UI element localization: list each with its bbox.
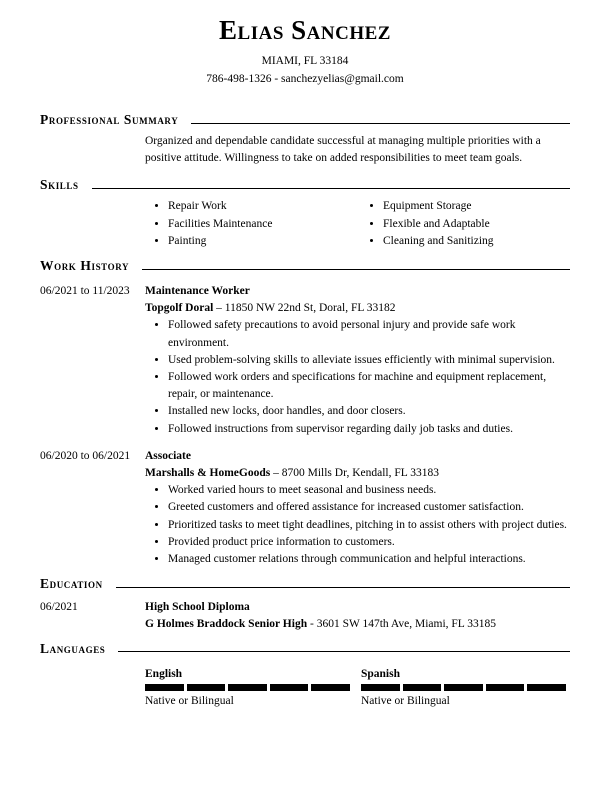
language-bar-segment [145,684,184,691]
languages-list [145,667,570,708]
section-rule [191,123,570,124]
education-entry [40,599,570,633]
language-level-bar [145,684,350,691]
section-heading-education [40,576,570,591]
job-company-separator: – [216,302,222,315]
job-bullet: • Greeted customers and offered assistance for increased customer satisfaction. [168,499,570,516]
skill-item: • Equipment Storage [383,198,570,215]
job-bullet: • Followed instructions from supervisor regarding daily job tasks and duties. [168,421,570,438]
language-level-label: Native or Bilingual [145,694,234,707]
section-professional-summary [40,112,570,167]
resume-header [40,17,570,86]
language-bar-segment [527,684,566,691]
job-dates: 06/2020 to 06/2021 [40,449,131,462]
section-title-skills: Skills [40,177,79,193]
skill-item: • Painting [168,233,360,250]
language-name: English [145,667,183,680]
job-address: 11850 NW 22nd St, Doral, FL 33182 [224,302,396,315]
education-school-line [145,616,570,633]
section-rule [116,587,570,588]
section-rule [118,651,570,652]
job-address: 8700 Mills Dr, Kendall, FL 33183 [281,467,439,480]
education-details [145,599,570,633]
skills-column-1 [145,198,360,250]
language-bar-segment [444,684,483,691]
candidate-location: MIAMI, FL 33184 [261,55,349,67]
job-bullet: • Used problem-solving skills to alleviate issues efficiently with minimal supervision. [168,352,570,369]
job-title: Associate [145,449,191,462]
job-bullet: • Followed safety precautions to avoid personal injury and provide safe work environment. [168,317,570,351]
section-title-work-history: Work History [40,258,130,274]
section-education [40,576,570,633]
language-bar-segment [311,684,350,691]
skills-list [145,198,570,250]
section-heading-work-history [40,258,570,273]
job-bullet: • Installed new locks, door handles, and door closers. [168,403,570,420]
candidate-contact: 786-498-1326 - sanchezyelias@gmail.com [206,73,404,85]
language-bar-segment [270,684,309,691]
skill-item: • Facilities Maintenance [168,216,360,233]
language-bar-segment [187,684,226,691]
education-degree: High School Diploma [145,601,250,614]
section-skills [40,177,570,250]
job-entry [40,448,570,568]
education-date: 06/2021 [40,601,78,614]
job-dates: 06/2021 to 11/2023 [40,285,130,298]
job-company-line [145,300,570,317]
job-bullet-list [145,482,570,568]
education-address: 3601 SW 147th Ave, Miami, FL 33185 [316,618,497,631]
skill-item: • Repair Work [168,198,360,215]
section-heading-languages [40,641,570,656]
summary-text: Organized and dependable candidate successful at managing multiple priorities with a positive attitude. Willingness to take on added responsibilities to meet team goals. [145,135,541,165]
job-company: Topgolf Doral [145,302,214,315]
job-entry [40,283,570,438]
job-bullet: • Followed work orders and specifications for machine and equipment replacement, repair, or maintenance. [168,369,570,403]
job-company: Marshalls & HomeGoods [145,467,271,480]
job-title: Maintenance Worker [145,285,250,298]
candidate-name: Elias Sanchez [219,15,391,45]
language-entry [361,667,566,708]
section-title-summary: Professional Summary [40,112,179,127]
language-name: Spanish [361,667,401,680]
skills-column-2 [360,198,570,250]
section-rule [142,269,570,270]
section-work-history [40,258,570,568]
education-separator: - [309,618,314,631]
section-rule [92,188,570,189]
section-languages [40,641,570,708]
language-bar-segment [361,684,400,691]
job-details [145,448,570,568]
job-bullet: • Provided product price information to customers. [168,534,570,551]
section-heading-summary [40,112,570,127]
language-level-label: Native or Bilingual [361,694,450,707]
skill-item: • Cleaning and Sanitizing [383,233,570,250]
section-title-education: Education [40,576,103,592]
job-details [145,283,570,438]
job-company-line [145,465,570,482]
skill-item: • Flexible and Adaptable [383,216,570,233]
job-bullet: • Managed customer relations through communication and helpful interactions. [168,551,570,568]
job-bullet: • Worked varied hours to meet seasonal and business needs. [168,482,570,499]
language-bar-segment [228,684,267,691]
section-heading-skills [40,177,570,192]
language-level-bar [361,684,566,691]
section-title-languages: Languages [40,640,106,656]
language-bar-segment [403,684,442,691]
job-bullet-list [145,317,570,437]
education-school: G Holmes Braddock Senior High [145,618,308,631]
job-bullet: • Prioritized tasks to meet tight deadlines, pitching in to assist others with project duties. [168,517,570,534]
language-entry [145,667,350,708]
job-company-separator: – [273,467,279,480]
language-bar-segment [486,684,525,691]
